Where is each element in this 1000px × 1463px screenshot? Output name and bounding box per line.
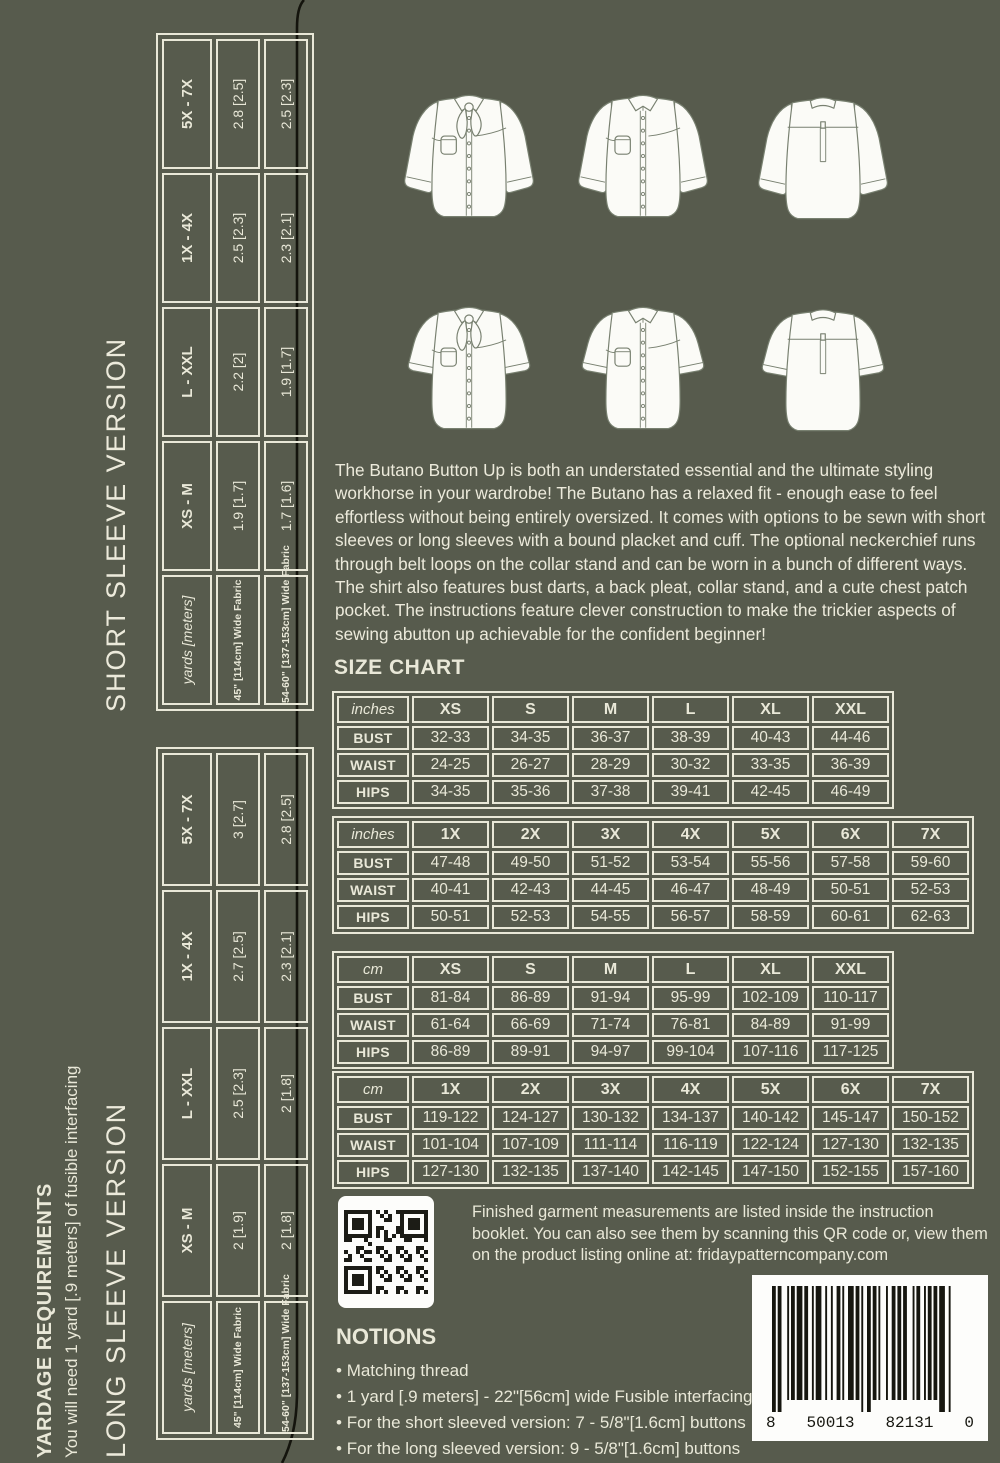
notions-item: • Matching thread (336, 1358, 752, 1384)
table-header-cell: WAIST (337, 753, 409, 777)
table-row (337, 1133, 969, 1157)
table-header-row (337, 956, 889, 983)
table-value-cell: 42-45 (732, 780, 809, 804)
table-value-cell: 58-59 (732, 905, 809, 929)
table-header-cell: HIPS (337, 1040, 409, 1064)
table-value-cell: 107-109 (492, 1133, 569, 1157)
table-value-cell: 34-35 (492, 726, 569, 750)
table-value-cell: 61-64 (412, 1013, 489, 1037)
table-header-cell: 54-60" [137-153cm] Wide Fabric (264, 575, 308, 705)
size-table-cm-xs-xxl (332, 951, 894, 1069)
table-value-cell: 76-81 (652, 1013, 729, 1037)
table-value-cell: 86-89 (492, 986, 569, 1010)
table-header-cell: BUST (337, 851, 409, 875)
table-value-cell: 86-89 (412, 1040, 489, 1064)
table-value-cell: 50-51 (412, 905, 489, 929)
table-header-cell: 6X (812, 1076, 889, 1103)
table-header-cell: 45" [114cm] Wide Fabric (216, 1301, 260, 1434)
table-value-cell: 40-41 (412, 878, 489, 902)
qr-code (338, 1196, 434, 1308)
table-value-cell: 62-63 (892, 905, 969, 929)
barcode (752, 1275, 988, 1441)
table-header-cell: BUST (337, 1106, 409, 1130)
table-header-cell: 2X (492, 821, 569, 848)
table-header-cell: HIPS (337, 1160, 409, 1184)
barcode-digit-group: 50013 (806, 1414, 855, 1432)
table-value-cell: 150-152 (892, 1106, 969, 1130)
table-header-cell: 4X (652, 1076, 729, 1103)
notions-item: • For the long sleeved version: 9 - 5/8"[1.6cm] buttons (336, 1436, 752, 1462)
table-value-cell: 124-127 (492, 1106, 569, 1130)
table-value-cell: 48-49 (732, 878, 809, 902)
table-row (216, 39, 260, 705)
table-header-cell: 2X (492, 1076, 569, 1103)
table-header-cell: BUST (337, 986, 409, 1010)
table-value-cell: 2.5 [2.3] (216, 1027, 260, 1160)
table-header-cell: 3X (572, 1076, 649, 1103)
table-value-cell: 50-51 (812, 878, 889, 902)
barcode-digits (752, 1414, 988, 1432)
pattern-description: The Butano Button Up is both an understated essential and the ultimate styling workhorse in your wardrobe! The Butano has a relaxed fit - enough ease to feel effortless without being entirely oversized. It comes with options to be sewn with short sleeves or long sleeves with a bound placket and cuff. The optional neckerchief runs through belt loops on the collar stand and can be worn in a bunch of different ways. The shirt also features bust darts, a back pleat, collar stand, and a cute chest patch pocket. The instructions feature clever construction to make the trickier aspects of sewing abutton up achievable for the confident beginner! (335, 460, 986, 644)
table-header-cell: cm (337, 956, 409, 983)
table-header-cell: 45" [114cm] Wide Fabric (216, 575, 260, 705)
table-value-cell: 66-69 (492, 1013, 569, 1037)
table-value-cell: 44-46 (812, 726, 889, 750)
table-value-cell: 37-38 (572, 780, 649, 804)
table-value-cell: 2.5 [2.3] (264, 39, 308, 169)
table-value-cell: 2.3 [2.1] (264, 890, 308, 1023)
table-value-cell: 57-58 (812, 851, 889, 875)
table-value-cell: 132-135 (892, 1133, 969, 1157)
table-value-cell: 145-147 (812, 1106, 889, 1130)
table-header-cell: 4X (652, 821, 729, 848)
long-sleeve-yardage-table-wrap (156, 747, 314, 1440)
table-header-cell: yards [meters] (162, 575, 212, 705)
table-header-cell: WAIST (337, 1133, 409, 1157)
table-header-cell: HIPS (337, 905, 409, 929)
table-value-cell: 110-117 (812, 986, 889, 1010)
table-value-cell: 147-150 (732, 1160, 809, 1184)
table-header-row (337, 696, 889, 723)
short-sleeve-back-illustration (737, 294, 912, 454)
table-value-cell: 122-124 (732, 1133, 809, 1157)
table-value-cell: 152-155 (812, 1160, 889, 1184)
table-header-cell: 3X (572, 821, 649, 848)
table-value-cell: 71-74 (572, 1013, 649, 1037)
table-value-cell: 1.9 [1.7] (216, 441, 260, 571)
table-value-cell: 157-160 (892, 1160, 969, 1184)
short-sleeve-version-label: SHORT SLEEVE VERSION (101, 336, 131, 712)
long-sleeve-front-illustration (557, 80, 732, 240)
table-value-cell: 46-47 (652, 878, 729, 902)
table-value-cell: 46-49 (812, 780, 889, 804)
table-header-cell: XS (412, 956, 489, 983)
table-value-cell: 35-36 (492, 780, 569, 804)
table-value-cell: 116-119 (652, 1133, 729, 1157)
table-header-cell: XS - M (162, 441, 212, 571)
size-chart-title: SIZE CHART (334, 656, 465, 679)
long-sleeve-version-label: LONG SLEEVE VERSION (101, 1101, 131, 1458)
table-value-cell: 132-135 (492, 1160, 569, 1184)
table-value-cell: 137-140 (572, 1160, 649, 1184)
table-value-cell: 91-94 (572, 986, 649, 1010)
table-value-cell: 81-84 (412, 986, 489, 1010)
table-value-cell: 101-104 (412, 1133, 489, 1157)
table-header-cell: WAIST (337, 878, 409, 902)
table-value-cell: 2.5 [2.3] (216, 173, 260, 303)
table-value-cell: 130-132 (572, 1106, 649, 1130)
table-header-cell: WAIST (337, 1013, 409, 1037)
table-header-cell: 6X (812, 821, 889, 848)
table-value-cell: 33-35 (732, 753, 809, 777)
table-value-cell: 2.2 [2] (216, 307, 260, 437)
table-header-cell: M (572, 696, 649, 723)
table-value-cell: 30-32 (652, 753, 729, 777)
table-value-cell: 24-25 (412, 753, 489, 777)
table-value-cell: 117-125 (812, 1040, 889, 1064)
table-value-cell: 26-27 (492, 753, 569, 777)
short-sleeve-yardage-table (156, 33, 314, 711)
size-table-inches-1x-7x (332, 816, 974, 934)
table-header-row (162, 753, 212, 1434)
table-value-cell: 119-122 (412, 1106, 489, 1130)
table-value-cell: 99-104 (652, 1040, 729, 1064)
table-value-cell: 52-53 (492, 905, 569, 929)
table-value-cell: 38-39 (652, 726, 729, 750)
table-row (337, 1160, 969, 1184)
table-header-cell: HIPS (337, 780, 409, 804)
short-sleeve-front-neckerchief-illustration (383, 292, 558, 452)
table-row (337, 1106, 969, 1130)
table-header-cell: BUST (337, 726, 409, 750)
table-header-cell: 7X (892, 1076, 969, 1103)
table-value-cell: 52-53 (892, 878, 969, 902)
table-value-cell: 127-130 (812, 1133, 889, 1157)
table-header-cell: 1X (412, 1076, 489, 1103)
table-row (337, 726, 889, 750)
table-header-cell: S (492, 696, 569, 723)
table-value-cell: 1.7 [1.6] (264, 441, 308, 571)
table-header-cell: 1X - 4X (162, 173, 212, 303)
table-value-cell: 142-145 (652, 1160, 729, 1184)
size-table-inches-xs-xxl (332, 691, 894, 809)
table-value-cell: 2 [1.8] (264, 1164, 308, 1297)
table-header-cell: XXL (812, 956, 889, 983)
table-value-cell: 2.3 [2.1] (264, 173, 308, 303)
table-row (337, 905, 969, 929)
table-value-cell: 127-130 (412, 1160, 489, 1184)
table-header-cell: 7X (892, 821, 969, 848)
table-header-cell: inches (337, 696, 409, 723)
table-value-cell: 36-37 (572, 726, 649, 750)
table-value-cell: 51-52 (572, 851, 649, 875)
table-value-cell: 40-43 (732, 726, 809, 750)
table-value-cell: 39-41 (652, 780, 729, 804)
table-header-cell: XL (732, 956, 809, 983)
table-value-cell: 56-57 (652, 905, 729, 929)
table-header-cell: 5X (732, 1076, 809, 1103)
table-row (337, 851, 969, 875)
table-header-cell: 5X - 7X (162, 39, 212, 169)
table-value-cell: 2 [1.8] (264, 1027, 308, 1160)
table-value-cell: 2.8 [2.5] (216, 39, 260, 169)
barcode-digit-group: 82131 (885, 1414, 934, 1432)
table-header-cell: 1X - 4X (162, 890, 212, 1023)
table-header-cell: XS - M (162, 1164, 212, 1297)
table-header-cell: M (572, 956, 649, 983)
table-value-cell: 55-56 (732, 851, 809, 875)
table-header-cell: S (492, 956, 569, 983)
table-value-cell: 60-61 (812, 905, 889, 929)
table-header-row (337, 821, 969, 848)
table-row (337, 753, 889, 777)
table-value-cell: 47-48 (412, 851, 489, 875)
table-value-cell: 32-33 (412, 726, 489, 750)
table-value-cell: 111-114 (572, 1133, 649, 1157)
table-value-cell: 1.9 [1.7] (264, 307, 308, 437)
table-value-cell: 2 [1.9] (216, 1164, 260, 1297)
table-header-cell: L (652, 956, 729, 983)
table-value-cell: 54-55 (572, 905, 649, 929)
long-sleeve-front-neckerchief-illustration (383, 80, 558, 240)
table-header-cell: 5X (732, 821, 809, 848)
table-header-cell: XS (412, 696, 489, 723)
table-header-cell: cm (337, 1076, 409, 1103)
table-value-cell: 107-116 (732, 1040, 809, 1064)
long-sleeve-yardage-table (156, 747, 314, 1440)
table-header-row (337, 1076, 969, 1103)
table-header-cell: XXL (812, 696, 889, 723)
table-header-cell: inches (337, 821, 409, 848)
table-row (337, 878, 969, 902)
table-header-cell: 5X - 7X (162, 753, 212, 886)
table-value-cell: 49-50 (492, 851, 569, 875)
table-header-cell: 1X (412, 821, 489, 848)
notions-list (336, 1358, 752, 1462)
barcode-digit-group: 0 (964, 1414, 974, 1432)
table-header-cell: L - XXL (162, 307, 212, 437)
table-header-cell: L - XXL (162, 1027, 212, 1160)
table-value-cell: 53-54 (652, 851, 729, 875)
table-value-cell: 134-137 (652, 1106, 729, 1130)
table-row (337, 1013, 889, 1037)
table-value-cell: 59-60 (892, 851, 969, 875)
table-value-cell: 42-43 (492, 878, 569, 902)
long-sleeve-back-illustration (737, 82, 912, 242)
table-value-cell: 94-97 (572, 1040, 649, 1064)
table-value-cell: 28-29 (572, 753, 649, 777)
table-row (264, 39, 308, 705)
yardage-requirements-title: YARDAGE REQUIREMENTS (34, 1183, 56, 1458)
table-value-cell: 44-45 (572, 878, 649, 902)
table-header-cell: L (652, 696, 729, 723)
short-sleeve-front-illustration (557, 292, 732, 452)
table-header-cell: XL (732, 696, 809, 723)
table-row (337, 986, 889, 1010)
barcode-digit-group: 8 (766, 1414, 776, 1432)
table-value-cell: 140-142 (732, 1106, 809, 1130)
table-row (216, 753, 260, 1434)
table-row (337, 780, 889, 804)
table-value-cell: 3 [2.7] (216, 753, 260, 886)
table-value-cell: 102-109 (732, 986, 809, 1010)
table-row (337, 1040, 889, 1064)
table-value-cell: 36-39 (812, 753, 889, 777)
table-value-cell: 91-99 (812, 1013, 889, 1037)
table-value-cell: 95-99 (652, 986, 729, 1010)
table-value-cell: 89-91 (492, 1040, 569, 1064)
table-value-cell: 2.7 [2.5] (216, 890, 260, 1023)
notions-item: • 1 yard [.9 meters] - 22"[56cm] wide Fusible interfacing (336, 1384, 752, 1410)
size-table-cm-1x-7x (332, 1071, 974, 1189)
short-sleeve-yardage-table-wrap (156, 33, 314, 711)
table-value-cell: 34-35 (412, 780, 489, 804)
table-header-cell: yards [meters] (162, 1301, 212, 1434)
notions-item: • For the short sleeved version: 7 - 5/8"[1.6cm] buttons (336, 1410, 752, 1436)
yardage-interfacing-note: You will need 1 yard [.9 meters] of fusible interfacing (62, 1065, 81, 1458)
notions-title: NOTIONS (336, 1324, 437, 1349)
table-header-row (162, 39, 212, 705)
finished-measurements-note: Finished garment measurements are listed inside the instruction booklet. You can also see them by scanning this QR code or, view them on the product listing online at: fridaypatterncompany.com (472, 1203, 988, 1265)
barcode-bars (764, 1284, 976, 1414)
table-value-cell: 84-89 (732, 1013, 809, 1037)
table-value-cell: 2.8 [2.5] (264, 753, 308, 886)
table-header-cell: 54-60" [137-153cm] Wide Fabric (264, 1301, 308, 1434)
table-row (264, 753, 308, 1434)
